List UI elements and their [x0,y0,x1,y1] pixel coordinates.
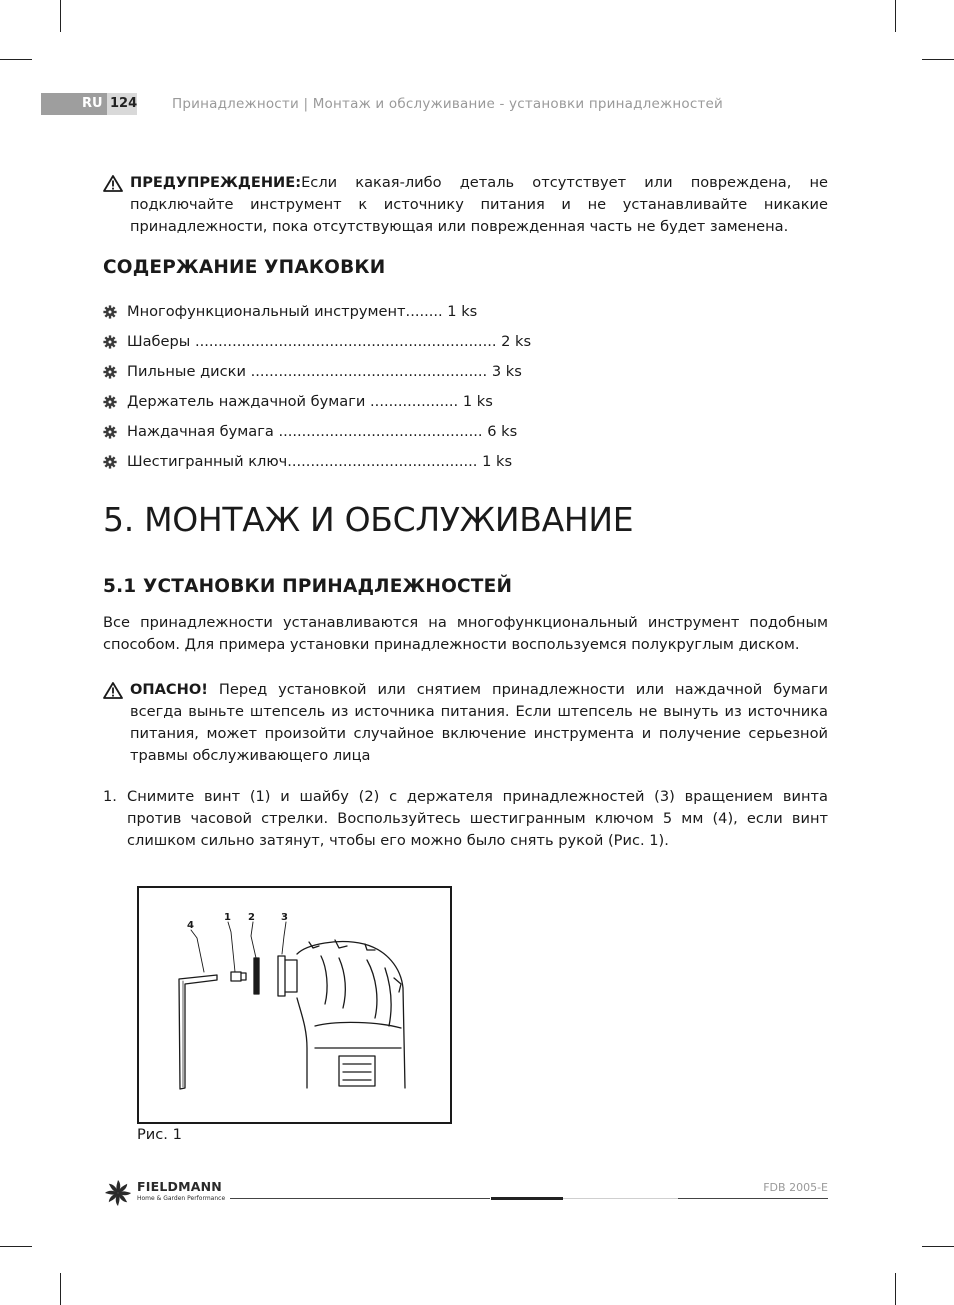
chapter-title: 5. МОНТАЖ И ОБСЛУЖИВАНИЕ [103,500,634,539]
crop-mark [922,59,954,60]
footer-rule [563,1198,678,1199]
package-heading: СОДЕРЖАНИЕ УПАКОВКИ [103,257,386,278]
package-item-label: Шестигранный ключ......................................... 1 ks [127,453,513,470]
crop-mark [60,0,61,32]
gear-bullet-icon [103,425,117,439]
section-intro: Все принадлежности устанавливаются на многофункциональный инструмент подобным способом. Для примера установки принадлежности воспользуемся полукруглым диском. [103,614,828,653]
danger-text: Перед установкой или снятием принадлежности или наждачной бумаги всегда выньте штепсель из источника питания. Если штепсель не вынуть из источника питания, может произойти случайное включение инструмента и получение серьезной травмы обслуживающего лица [130,681,828,764]
running-title: Принадлежности | Монтаж и обслуживание - установки принадлежностей [172,96,723,112]
figure-1 [137,886,452,1124]
section-heading: 5.1 УСТАНОВКИ ПРИНАДЛЕЖНОСТЕЙ [103,576,513,597]
crop-mark [895,1273,896,1305]
package-list-item [103,360,522,390]
warning-triangle-icon [103,175,123,192]
crop-mark [0,1246,32,1247]
model-number: FDB 2005-E [763,1181,828,1194]
crop-mark [922,1246,954,1247]
footer-rule [230,1198,490,1199]
brand-tagline: Home & Garden Performance [137,1195,226,1202]
package-list [103,300,532,480]
package-list-item [103,300,503,330]
language-code: RU [82,96,103,111]
warning-text: Если какая-либо деталь отсутствует или повреждена, не подключайте инструмент к источнику питания и не устанавливайте никакие принадлежности, пока отсутствующая или поврежденная часть не будет заменена. [130,174,828,235]
callout-1: 1 [224,912,231,923]
gear-bullet-icon [103,365,117,379]
package-list-item [103,330,532,360]
package-item-label: Шаберы ................................................................. 2 ks [127,333,532,350]
figure-caption: Рис. 1 [137,1126,182,1143]
package-item-label: Многофункциональный инструмент........ 1 ks [127,303,478,320]
brand-name: FIELDMANN [137,1179,222,1194]
callout-4: 4 [187,920,194,931]
danger-label: ОПАСНО! [130,681,208,698]
warning-notice [103,172,828,238]
page-number: 124 [110,96,138,111]
package-list-item [103,450,513,480]
package-item-label: Наждачная бумага ............................................ 6 ks [127,423,518,440]
tool-illustration [139,888,450,1122]
footer-rule [491,1197,563,1200]
step-text: Снимите винт (1) и шайбу (2) с держателя принадлежностей (3) вращением винта против часовой стрелки. Воспользуйтесь шестигранным ключом 5 мм (4), если винт слишком сильно затянут, чтобы его можно было снять рукой (Рис. 1). [127,788,828,849]
callout-2: 2 [248,912,255,923]
footer-rule [678,1198,828,1199]
danger-notice [103,679,828,767]
warning-label: ПРЕДУПРЕЖДЕНИЕ: [130,174,302,191]
crop-mark [895,0,896,32]
package-item-label: Держатель наждачной бумаги ................... 1 ks [127,393,493,410]
fan-flower-logo-icon [103,1178,133,1208]
warning-triangle-icon [103,682,123,699]
package-list-item [103,420,518,450]
callout-3: 3 [281,912,288,923]
package-item-label: Пильные диски ................................................... 3 ks [127,363,522,380]
gear-bullet-icon [103,305,117,319]
crop-mark [60,1273,61,1305]
step-1 [103,786,828,852]
gear-bullet-icon [103,395,117,409]
gear-bullet-icon [103,335,117,349]
gear-bullet-icon [103,455,117,469]
package-list-item [103,390,503,420]
crop-mark [0,59,32,60]
step-number: 1. [103,788,117,805]
